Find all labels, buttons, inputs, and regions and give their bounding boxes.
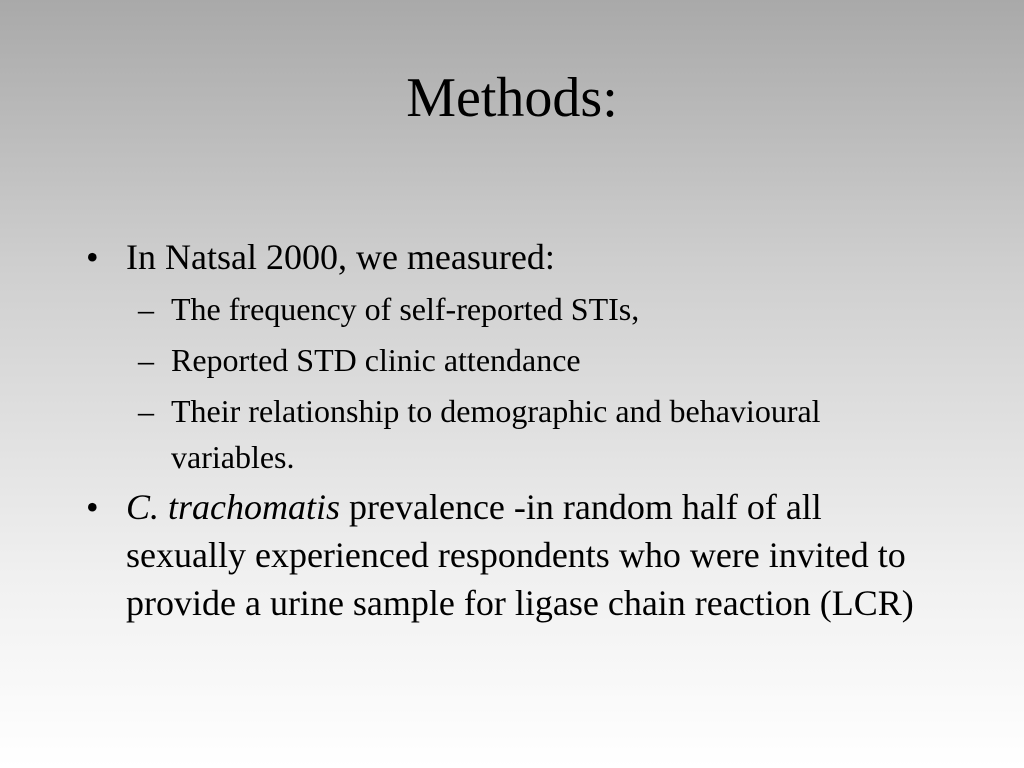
bullet-marker: • <box>86 487 99 527</box>
sub-bullet-text: Their relationship to demographic and behavioural variables. <box>171 393 821 475</box>
bullet-italic-lead: C. trachomatis <box>126 487 341 527</box>
sub-bullet-text: The frequency of self-reported STIs, <box>171 291 640 327</box>
sub-bullet-text: Reported STD clinic attendance <box>171 342 581 378</box>
bullet-text: prevalence -in random half of all sexually experienced respondents who were invited to provide a urine sample for ligase chain reaction (LCR) <box>126 487 914 623</box>
slide-content <box>82 233 932 627</box>
bullet-marker: • <box>86 237 99 277</box>
bullet-item <box>82 483 932 627</box>
bullet-item <box>82 233 932 281</box>
bullet-text: In Natsal 2000, we measured: <box>126 237 555 277</box>
sub-bullet-item <box>82 337 932 383</box>
sub-bullet-item <box>82 388 932 480</box>
sub-bullet-item <box>82 286 932 332</box>
sub-bullet-marker: – <box>138 393 154 429</box>
sub-bullet-marker: – <box>138 342 154 378</box>
slide-title: Methods: <box>406 67 618 129</box>
sub-bullet-marker: – <box>138 291 154 327</box>
